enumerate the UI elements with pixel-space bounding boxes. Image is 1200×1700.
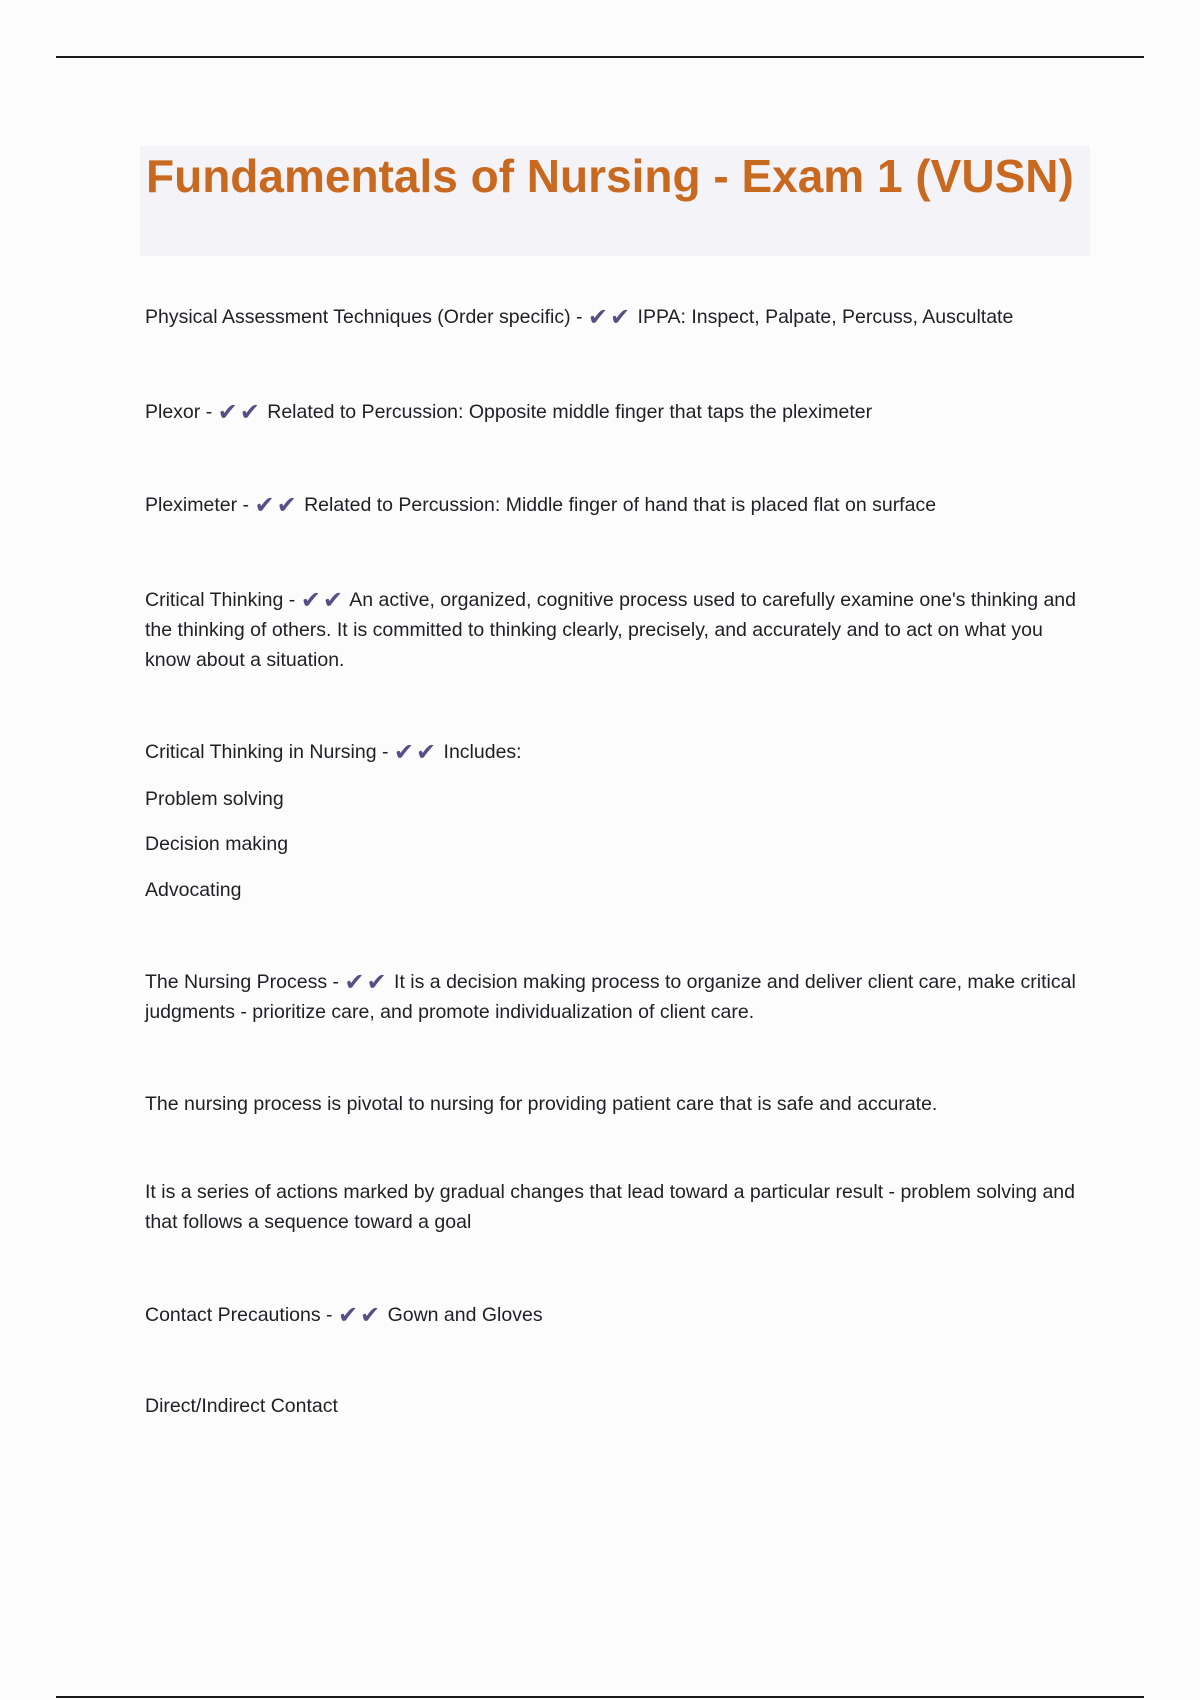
entry-term: The Nursing Process - <box>145 971 339 993</box>
entry-term: Pleximeter - <box>145 494 250 516</box>
entry-definition: Related to Percussion: Opposite middle finger that taps the pleximeter <box>267 401 873 423</box>
double-check-icon: ✔✔ <box>337 1302 383 1329</box>
entry-definition: IPPA: Inspect, Palpate, Percuss, Auscultate <box>637 306 1014 328</box>
entry-definition: An active, organized, cognitive process used to carefully examine one's thinking and the thinking of others. It is committed to thinking clearly, precisely, and accurately and to act on what you know about a situation. <box>145 589 1076 671</box>
double-check-icon: ✔✔ <box>587 304 633 331</box>
nursing-process-note-1: The nursing process is pivotal to nursing for providing patient care that is safe and accurate. <box>145 1093 938 1115</box>
list-item-advocating: Advocating <box>145 879 242 901</box>
list-item-decision-making: Decision making <box>145 833 289 855</box>
entry-definition: Related to Percussion: Middle finger of hand that is placed flat on surface <box>304 494 937 516</box>
bottom-divider <box>56 1696 1144 1698</box>
entry-pleximeter <box>145 490 1085 520</box>
list-item-problem-solving: Problem solving <box>145 788 284 810</box>
entry-definition: Gown and Gloves <box>387 1304 543 1326</box>
contact-note: Direct/Indirect Contact <box>145 1395 338 1417</box>
entry-plexor <box>145 397 1085 427</box>
entry-critical-thinking-nursing <box>145 737 1085 767</box>
entry-definition: Includes: <box>443 741 522 763</box>
entry-contact-precautions <box>145 1300 1085 1330</box>
entry-physical-assessment <box>145 302 1085 332</box>
double-check-icon: ✔✔ <box>344 969 389 996</box>
entry-term: Plexor - <box>145 401 213 423</box>
entry-critical-thinking <box>145 585 1085 675</box>
top-divider <box>56 56 1144 58</box>
double-check-icon: ✔✔ <box>393 739 439 766</box>
double-check-icon: ✔✔ <box>300 587 345 614</box>
double-check-icon: ✔✔ <box>254 492 299 519</box>
double-check-icon: ✔✔ <box>217 399 262 426</box>
entry-definition: It is a decision making process to organize and deliver client care, make critical judgments - prioritize care, and promote individualization of client care. <box>145 971 1076 1023</box>
entry-term: Critical Thinking - <box>145 589 296 611</box>
document-title: Fundamentals of Nursing - Exam 1 (VUSN) <box>146 150 1074 202</box>
entry-nursing-process <box>145 967 1085 1027</box>
entry-term: Critical Thinking in Nursing - <box>145 741 389 763</box>
entry-term: Physical Assessment Techniques (Order specific) - <box>145 306 583 328</box>
nursing-process-note-2: It is a series of actions marked by gradual changes that lead toward a particular result - problem solving and that follows a sequence toward a goal <box>145 1181 1075 1233</box>
entry-term: Contact Precautions - <box>145 1304 333 1326</box>
